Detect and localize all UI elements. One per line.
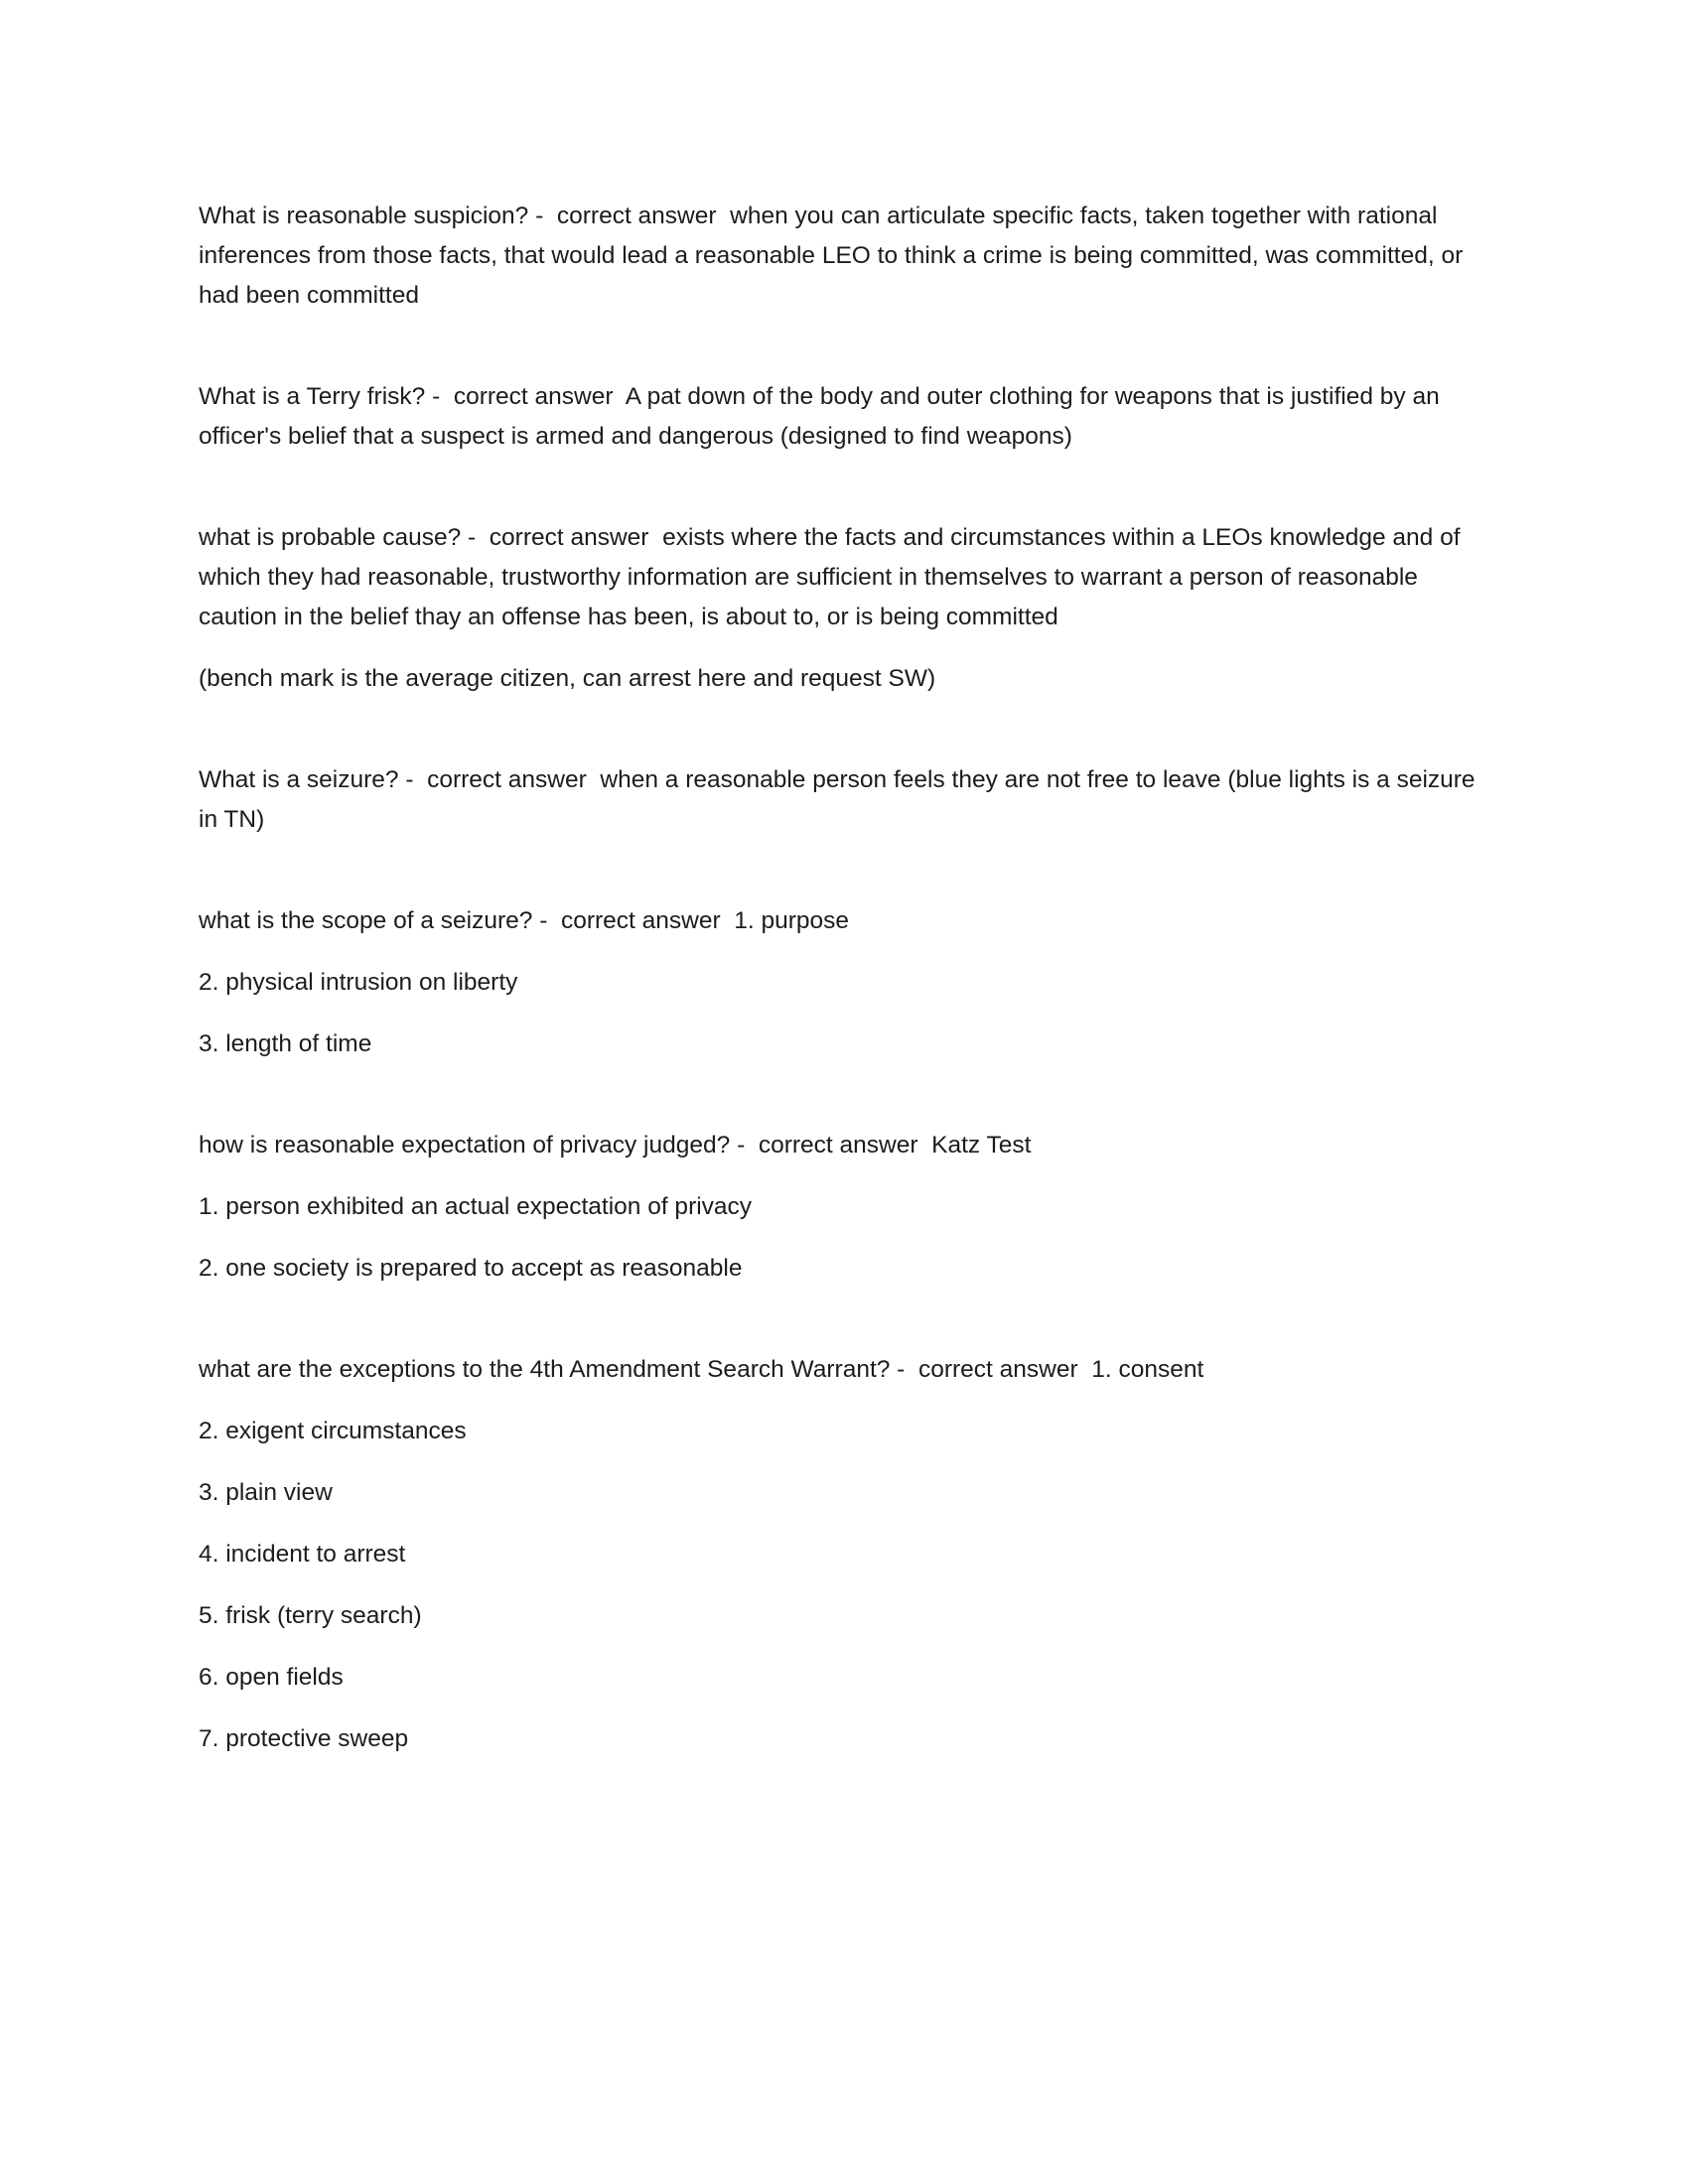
qa-paragraph-scope-of-seizure: what is the scope of a seizure? - correct answer 1. purpose — [199, 907, 850, 934]
note-paragraph-benchmark: (bench mark is the average citizen, can arrest here and request SW) — [199, 665, 936, 692]
list-item-paragraph: 3. length of time — [199, 1030, 372, 1057]
qa-paragraph-probable-cause: what is probable cause? - correct answer exists where the facts and circumstances within a LEOs knowledge and of which they had reasonable, trustworthy information are sufficient in themselves to warrant a person of reasonable caution in the belief thay an offense has been, is about to, or is being committed — [199, 524, 1468, 630]
qa-paragraph-expectation-of-privacy: how is reasonable expectation of privacy judged? - correct answer Katz Test — [199, 1132, 1032, 1159]
qa-paragraph-terry-frisk: What is a Terry frisk? - correct answer A pat down of the body and outer clothing for weapons that is justified by an officer's belief that a suspect is armed and dangerous (designed to find weapons) — [199, 383, 1447, 450]
list-item-paragraph: 2. physical intrusion on liberty — [199, 969, 518, 996]
list-item-paragraph: 4. incident to arrest — [199, 1541, 406, 1568]
list-item-paragraph: 6. open fields — [199, 1664, 344, 1691]
list-item-paragraph: 7. protective sweep — [199, 1725, 409, 1752]
qa-paragraph-seizure: What is a seizure? - correct answer when a reasonable person feels they are not free to leave (blue lights is a seizure in TN) — [199, 766, 1482, 833]
qa-paragraph-reasonable-suspicion: What is reasonable suspicion? - correct answer when you can articulate specific facts, taken together with rational inferences from those facts, that would lead a reasonable LEO to think a crime is being committed, was committed, or had been committed — [199, 203, 1471, 309]
list-item-paragraph: 3. plain view — [199, 1479, 333, 1506]
list-item-paragraph: 2. one society is prepared to accept as reasonable — [199, 1255, 743, 1282]
list-item-paragraph: 5. frisk (terry search) — [199, 1602, 422, 1629]
list-item-paragraph: 2. exigent circumstances — [199, 1418, 467, 1444]
list-item-paragraph: 1. person exhibited an actual expectation of privacy — [199, 1193, 753, 1220]
qa-paragraph-search-warrant-exceptions: what are the exceptions to the 4th Amendment Search Warrant? - correct answer 1. consent — [199, 1356, 1204, 1383]
